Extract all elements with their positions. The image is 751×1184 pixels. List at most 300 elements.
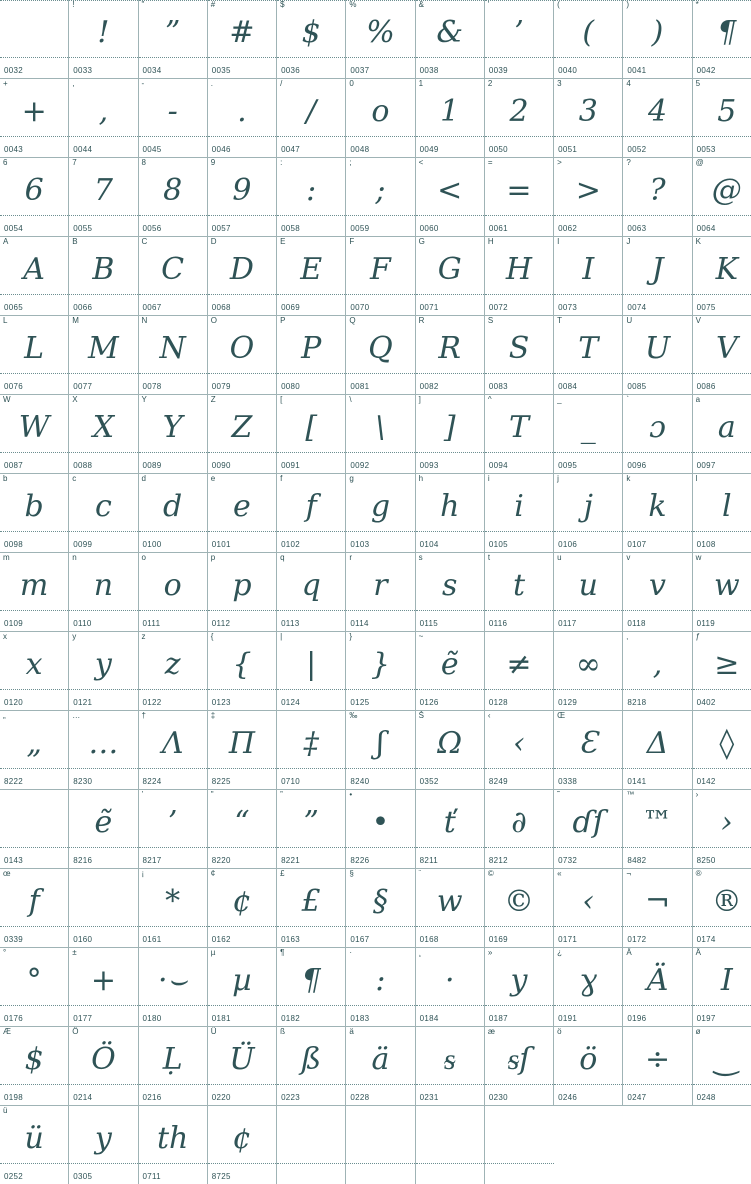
cell-source-char: ®	[696, 869, 702, 879]
cell-source-char: )	[626, 0, 629, 10]
cell-code: 0220	[212, 1093, 231, 1103]
charmap-cell[interactable]	[138, 1106, 207, 1184]
charmap-cell[interactable]	[138, 237, 207, 316]
charmap-cell[interactable]	[207, 395, 276, 474]
cell-glyph: /	[277, 88, 345, 136]
cell-baseline	[139, 57, 207, 58]
charmap-cell[interactable]	[0, 790, 69, 869]
cell-glyph: ¶	[277, 957, 345, 1005]
cell-baseline	[623, 610, 691, 611]
charmap-cell[interactable]	[0, 553, 69, 632]
charmap-cell[interactable]	[623, 395, 692, 474]
charmap-cell[interactable]	[415, 237, 484, 316]
charmap-cell[interactable]	[207, 632, 276, 711]
charmap-cell[interactable]	[207, 0, 276, 79]
charmap-cell[interactable]	[415, 158, 484, 237]
charmap-cell[interactable]	[138, 790, 207, 869]
charmap-cell[interactable]	[415, 711, 484, 790]
charmap-cell[interactable]	[138, 158, 207, 237]
charmap-cell[interactable]	[484, 1106, 553, 1184]
cell-glyph: Y	[139, 404, 207, 452]
charmap-cell[interactable]	[692, 237, 751, 316]
cell-source-char: «	[557, 869, 561, 879]
charmap-cell[interactable]	[346, 1027, 415, 1106]
charmap-cell[interactable]	[554, 632, 623, 711]
cell-baseline	[69, 215, 137, 216]
cell-topline	[69, 0, 137, 1]
charmap-cell[interactable]	[623, 79, 692, 158]
cell-glyph: ?	[623, 167, 691, 215]
cell-glyph: v	[623, 562, 691, 610]
cell-code: 8224	[143, 777, 162, 787]
cell-baseline	[485, 452, 553, 453]
cell-glyph: 5	[693, 88, 751, 136]
charmap-cell[interactable]	[69, 553, 138, 632]
cell-code: 0162	[212, 935, 231, 945]
charmap-cell[interactable]	[554, 1027, 623, 1106]
charmap-cell[interactable]	[484, 395, 553, 474]
charmap-cell[interactable]	[415, 316, 484, 395]
cell-source-char: ]	[419, 395, 421, 405]
charmap-cell[interactable]	[484, 79, 553, 158]
charmap-cell[interactable]	[207, 79, 276, 158]
cell-baseline	[693, 136, 751, 137]
charmap-cell[interactable]	[623, 158, 692, 237]
charmap-cell[interactable]	[692, 316, 751, 395]
cell-source-char: Š	[419, 711, 424, 721]
charmap-cell[interactable]	[207, 553, 276, 632]
cell-baseline	[693, 373, 751, 374]
charmap-cell[interactable]	[138, 1027, 207, 1106]
cell-source-char: ß	[280, 1027, 285, 1037]
charmap-cell[interactable]	[0, 632, 69, 711]
cell-baseline	[277, 531, 345, 532]
cell-code: 0093	[420, 461, 439, 471]
charmap-cell[interactable]	[69, 79, 138, 158]
charmap-cell[interactable]	[692, 632, 751, 711]
charmap-cell[interactable]	[623, 0, 692, 79]
cell-glyph: #	[208, 9, 276, 57]
cell-code: 0177	[73, 1014, 92, 1024]
cell-code: 0040	[558, 66, 577, 76]
cell-source-char: <	[419, 158, 424, 168]
charmap-row	[0, 474, 751, 553]
charmap-cell[interactable]	[484, 869, 553, 948]
charmap-cell[interactable]	[346, 474, 415, 553]
charmap-cell[interactable]	[692, 474, 751, 553]
charmap-cell[interactable]	[692, 869, 751, 948]
charmap-cell[interactable]	[692, 395, 751, 474]
cell-baseline	[208, 452, 276, 453]
charmap-cell[interactable]	[692, 711, 751, 790]
charmap-cell[interactable]	[623, 1027, 692, 1106]
cell-code: 0228	[350, 1093, 369, 1103]
cell-baseline	[139, 215, 207, 216]
charmap-cell[interactable]	[623, 237, 692, 316]
cell-baseline	[277, 294, 345, 295]
charmap-cell[interactable]	[623, 474, 692, 553]
cell-glyph: o	[346, 88, 414, 136]
cell-glyph: ü	[0, 1115, 68, 1163]
charmap-cell[interactable]	[554, 790, 623, 869]
charmap-cell[interactable]	[277, 711, 346, 790]
cell-code: 0113	[281, 619, 299, 629]
cell-code: 0103	[350, 540, 369, 550]
charmap-cell[interactable]	[415, 1106, 484, 1184]
cell-glyph: ◊	[693, 720, 751, 768]
cell-code: 0169	[489, 935, 508, 945]
cell-code: 0112	[212, 619, 230, 629]
charmap-cell[interactable]	[69, 632, 138, 711]
charmap-cell[interactable]	[484, 1027, 553, 1106]
cell-baseline	[208, 1084, 276, 1085]
cell-baseline	[277, 926, 345, 927]
cell-code: 0172	[627, 935, 646, 945]
cell-glyph: 3	[554, 88, 622, 136]
cell-baseline	[69, 610, 137, 611]
charmap-cell[interactable]	[138, 316, 207, 395]
charmap-cell[interactable]	[692, 948, 751, 1027]
cell-baseline	[277, 215, 345, 216]
cell-baseline	[416, 452, 484, 453]
cell-baseline	[208, 689, 276, 690]
charmap-cell[interactable]	[138, 474, 207, 553]
charmap-cell[interactable]	[346, 237, 415, 316]
charmap-cell[interactable]	[277, 79, 346, 158]
charmap-cell[interactable]	[277, 237, 346, 316]
charmap-cell[interactable]	[554, 869, 623, 948]
charmap-cell[interactable]	[415, 869, 484, 948]
charmap-cell[interactable]	[346, 948, 415, 1027]
charmap-cell[interactable]	[69, 474, 138, 553]
cell-glyph: ᵴſ	[485, 1036, 553, 1084]
cell-code: 0049	[420, 145, 439, 155]
charmap-cell[interactable]	[692, 158, 751, 237]
cell-baseline	[139, 1005, 207, 1006]
cell-topline	[554, 0, 622, 1]
charmap-cell[interactable]	[484, 632, 553, 711]
charmap-cell[interactable]	[554, 79, 623, 158]
cell-baseline	[346, 452, 414, 453]
charmap-cell[interactable]	[484, 790, 553, 869]
charmap-cell[interactable]	[69, 1027, 138, 1106]
charmap-cell[interactable]	[277, 474, 346, 553]
charmap-cell[interactable]	[207, 158, 276, 237]
cell-source-char: r	[349, 553, 352, 563]
cell-source-char: \	[349, 395, 351, 405]
charmap-cell[interactable]	[346, 316, 415, 395]
charmap-cell[interactable]	[415, 948, 484, 1027]
cell-baseline	[346, 1005, 414, 1006]
cell-source-char: E	[280, 237, 285, 247]
charmap-cell[interactable]	[138, 0, 207, 79]
charmap-cell[interactable]	[346, 79, 415, 158]
cell-code: 0083	[489, 382, 508, 392]
cell-topline	[277, 0, 345, 1]
charmap-cell[interactable]	[554, 474, 623, 553]
cell-code: 0230	[489, 1093, 508, 1103]
cell-code: 0082	[420, 382, 439, 392]
charmap-cell[interactable]	[623, 790, 692, 869]
charmap-cell[interactable]	[554, 158, 623, 237]
charmap-cell[interactable]	[69, 316, 138, 395]
cell-code: 0035	[212, 66, 231, 76]
cell-source-char: ¸	[419, 948, 422, 958]
charmap-cell[interactable]	[207, 237, 276, 316]
charmap-cell[interactable]	[623, 711, 692, 790]
cell-source-char: 8	[142, 158, 146, 168]
cell-glyph: ʃ	[346, 720, 414, 768]
charmap-row	[0, 1027, 751, 1106]
cell-baseline	[69, 531, 137, 532]
charmap-cell[interactable]	[207, 711, 276, 790]
cell-source-char: §	[349, 869, 353, 879]
cell-code: 8211	[420, 856, 438, 866]
cell-glyph: I	[554, 246, 622, 294]
charmap-cell[interactable]	[277, 869, 346, 948]
charmap-cell[interactable]	[554, 711, 623, 790]
charmap-cell[interactable]	[346, 395, 415, 474]
charmap-cell[interactable]	[692, 1027, 751, 1106]
charmap-cell[interactable]	[346, 0, 415, 79]
cell-source-char: ¶	[280, 948, 284, 958]
charmap-cell[interactable]	[484, 553, 553, 632]
charmap-cell[interactable]	[554, 395, 623, 474]
charmap-cell[interactable]	[484, 158, 553, 237]
cell-glyph: ]	[416, 404, 484, 452]
cell-glyph: %	[346, 9, 414, 57]
charmap-cell[interactable]	[277, 632, 346, 711]
charmap-cell[interactable]	[277, 1027, 346, 1106]
cell-glyph: K	[693, 246, 751, 294]
charmap-cell[interactable]	[0, 79, 69, 158]
charmap-cell[interactable]	[277, 395, 346, 474]
cell-code: 0095	[558, 461, 577, 471]
cell-baseline	[0, 610, 68, 611]
cell-code: 0069	[281, 303, 300, 313]
charmap-cell[interactable]	[692, 553, 751, 632]
cell-glyph: y	[69, 1115, 137, 1163]
cell-baseline	[208, 1163, 276, 1164]
charmap-cell[interactable]	[0, 711, 69, 790]
cell-source-char: Å	[696, 948, 701, 958]
charmap-cell[interactable]	[0, 1106, 69, 1184]
cell-code: 0066	[73, 303, 92, 313]
charmap-cell[interactable]	[207, 474, 276, 553]
cell-source-char: µ	[211, 948, 216, 958]
charmap-cell[interactable]	[69, 1106, 138, 1184]
cell-glyph: X	[69, 404, 137, 452]
cell-code: 0072	[489, 303, 508, 313]
charmap-cell[interactable]	[138, 948, 207, 1027]
cell-baseline	[554, 531, 622, 532]
cell-code: 8222	[4, 777, 23, 787]
charmap-cell[interactable]	[0, 395, 69, 474]
cell-baseline	[693, 531, 751, 532]
cell-topline	[346, 0, 414, 1]
charmap-cell[interactable]	[277, 316, 346, 395]
charmap-cell[interactable]	[484, 711, 553, 790]
charmap-cell[interactable]	[277, 948, 346, 1027]
charmap-cell[interactable]	[277, 553, 346, 632]
cell-baseline	[623, 57, 691, 58]
charmap-cell[interactable]	[0, 869, 69, 948]
cell-glyph: +	[69, 957, 137, 1005]
charmap-cell[interactable]	[484, 948, 553, 1027]
cell-source-char: -	[142, 79, 145, 89]
charmap-cell[interactable]	[138, 632, 207, 711]
charmap-row	[0, 0, 751, 79]
cell-code: 0191	[558, 1014, 577, 1024]
charmap-cell[interactable]	[623, 553, 692, 632]
charmap-cell[interactable]	[277, 790, 346, 869]
cell-baseline	[416, 57, 484, 58]
charmap-cell[interactable]	[415, 0, 484, 79]
charmap-cell[interactable]	[207, 1027, 276, 1106]
charmap-cell[interactable]	[138, 395, 207, 474]
cell-glyph: Ɛ	[554, 720, 622, 768]
charmap-cell[interactable]	[554, 0, 623, 79]
cell-source-char: p	[211, 553, 215, 563]
charmap-cell[interactable]	[692, 0, 751, 79]
charmap-cell[interactable]	[207, 316, 276, 395]
cell-source-char: *	[696, 0, 699, 10]
cell-baseline	[416, 294, 484, 295]
charmap-cell[interactable]	[69, 0, 138, 79]
charmap-cell[interactable]	[69, 395, 138, 474]
cell-glyph: ∂	[485, 799, 553, 847]
cell-code: 8250	[697, 856, 716, 866]
charmap-cell[interactable]	[346, 632, 415, 711]
charmap-cell[interactable]	[623, 316, 692, 395]
charmap-cell[interactable]	[277, 158, 346, 237]
cell-code: 0054	[4, 224, 23, 234]
charmap-cell[interactable]	[554, 553, 623, 632]
cell-source-char: m	[3, 553, 10, 563]
charmap-cell[interactable]	[484, 0, 553, 79]
charmap-cell[interactable]	[138, 553, 207, 632]
charmap-cell[interactable]	[69, 158, 138, 237]
cell-baseline	[485, 926, 553, 927]
cell-glyph: b	[0, 483, 68, 531]
charmap-cell[interactable]	[69, 948, 138, 1027]
cell-baseline	[416, 1005, 484, 1006]
charmap-cell[interactable]	[0, 237, 69, 316]
charmap-cell[interactable]	[346, 553, 415, 632]
charmap-cell[interactable]	[415, 790, 484, 869]
cell-code: 0036	[281, 66, 300, 76]
charmap-cell[interactable]	[692, 790, 751, 869]
cell-source-char: Z	[211, 395, 216, 405]
cell-source-char: …	[72, 711, 80, 721]
charmap-cell[interactable]	[692, 79, 751, 158]
cell-glyph: ẽ	[416, 641, 484, 689]
charmap-cell[interactable]	[415, 79, 484, 158]
charmap-cell[interactable]	[138, 711, 207, 790]
charmap-cell[interactable]	[207, 948, 276, 1027]
cell-baseline	[485, 215, 553, 216]
charmap-cell[interactable]	[346, 869, 415, 948]
cell-glyph: c	[69, 483, 137, 531]
cell-code: 0077	[73, 382, 92, 392]
charmap-cell[interactable]	[346, 711, 415, 790]
cell-baseline	[208, 373, 276, 374]
cell-baseline	[69, 768, 137, 769]
charmap-cell[interactable]	[415, 632, 484, 711]
charmap-cell[interactable]	[346, 790, 415, 869]
charmap-row	[0, 632, 751, 711]
charmap-cell[interactable]	[415, 1027, 484, 1106]
charmap-cell[interactable]	[623, 869, 692, 948]
cell-source-char: ^	[488, 395, 492, 405]
cell-source-char: s	[419, 553, 423, 563]
charmap-cell[interactable]	[0, 316, 69, 395]
cell-baseline	[69, 1084, 137, 1085]
cell-source-char: b	[3, 474, 7, 484]
cell-code: 0174	[697, 935, 716, 945]
charmap-cell[interactable]	[207, 869, 276, 948]
charmap-cell[interactable]	[69, 790, 138, 869]
charmap-cell[interactable]	[0, 0, 69, 79]
cell-baseline	[693, 57, 751, 58]
cell-code: 0180	[143, 1014, 162, 1024]
charmap-cell[interactable]	[69, 711, 138, 790]
charmap-cell[interactable]	[0, 1027, 69, 1106]
cell-baseline	[139, 531, 207, 532]
charmap-cell[interactable]	[277, 0, 346, 79]
charmap-cell[interactable]	[69, 237, 138, 316]
charmap-cell[interactable]	[554, 948, 623, 1027]
cell-code: 0039	[489, 66, 508, 76]
cell-code: 0402	[697, 698, 716, 708]
charmap-cell[interactable]	[554, 237, 623, 316]
cell-glyph: R	[416, 325, 484, 373]
cell-baseline	[277, 1163, 345, 1164]
cell-code: 8240	[350, 777, 369, 787]
cell-source-char: "	[142, 0, 145, 10]
cell-source-char: e	[211, 474, 215, 484]
charmap-cell[interactable]	[484, 237, 553, 316]
cell-code: 0126	[420, 698, 439, 708]
charmap-cell[interactable]	[415, 395, 484, 474]
charmap-cell[interactable]	[0, 158, 69, 237]
charmap-cell[interactable]	[623, 948, 692, 1027]
charmap-cell[interactable]	[484, 316, 553, 395]
charmap-cell[interactable]	[623, 632, 692, 711]
cell-code: 0038	[420, 66, 439, 76]
charmap-cell[interactable]	[138, 869, 207, 948]
charmap-cell[interactable]	[484, 474, 553, 553]
cell-glyph: i	[485, 483, 553, 531]
charmap-cell[interactable]	[346, 1106, 415, 1184]
charmap-cell[interactable]	[207, 1106, 276, 1184]
charmap-cell[interactable]	[277, 1106, 346, 1184]
cell-baseline	[69, 689, 137, 690]
charmap-cell[interactable]	[69, 869, 138, 948]
charmap-cell[interactable]	[554, 316, 623, 395]
charmap-cell[interactable]	[0, 474, 69, 553]
cell-source-char: ‚	[626, 632, 628, 642]
charmap-cell[interactable]	[346, 158, 415, 237]
cell-baseline	[554, 847, 622, 848]
charmap-cell[interactable]	[138, 79, 207, 158]
charmap-cell[interactable]	[0, 948, 69, 1027]
cell-code: 0048	[350, 145, 369, 155]
charmap-cell[interactable]	[415, 474, 484, 553]
cell-baseline	[693, 610, 751, 611]
charmap-cell[interactable]	[415, 553, 484, 632]
charmap-cell[interactable]	[207, 790, 276, 869]
